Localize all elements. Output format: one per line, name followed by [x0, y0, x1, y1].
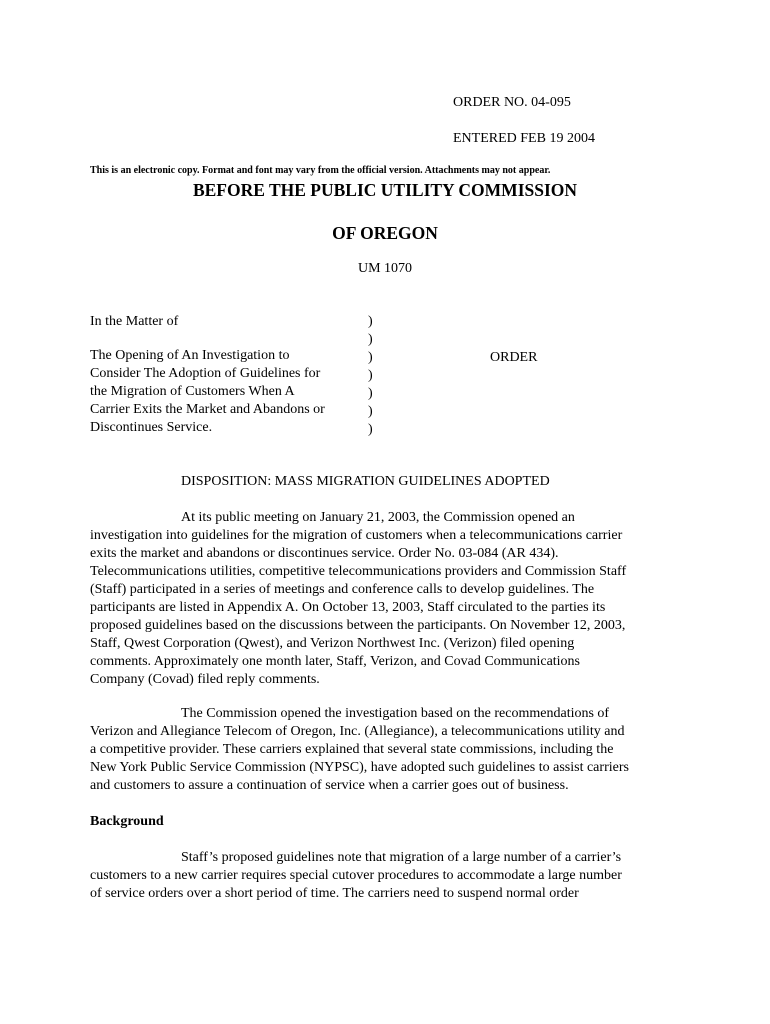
caption-line: Discontinues Service.	[90, 420, 213, 435]
paragraph-3	[90, 849, 682, 903]
section-heading-background: Background	[90, 814, 164, 829]
caption-paren: )	[368, 332, 373, 347]
paragraph-line: proposed guidelines based on the discussions between the participants. On November 12, 2003,	[90, 618, 626, 633]
disposition: DISPOSITION: MASS MIGRATION GUIDELINES ADOPTED	[181, 474, 550, 489]
paragraph-line: participants are listed in Appendix A. On October 13, 2003, Staff circulated to the parties its	[90, 600, 606, 615]
paragraph-line: Staff, Qwest Corporation (Qwest), and Verizon Northwest Inc. (Verizon) filed opening	[90, 636, 575, 651]
paragraph-line: Staff’s proposed guidelines note that migration of a large number of a carrier’s	[181, 850, 622, 865]
paragraph-line: The Commission opened the investigation based on the recommendations of	[181, 706, 610, 721]
caption-paren: )	[368, 314, 373, 329]
caption-parentheses	[368, 313, 373, 439]
caption-line: The Opening of An Investigation to	[90, 348, 290, 363]
paragraph-line: exits the market and abandons or discontinues service. Order No. 03-084 (AR 434).	[90, 546, 559, 561]
entered-date: ENTERED FEB 19 2004	[453, 131, 595, 146]
paragraph-2	[90, 705, 682, 795]
caption-paren: )	[368, 422, 373, 437]
paragraph-line: At its public meeting on January 21, 2003, the Commission opened an	[181, 510, 575, 525]
state-heading: OF OREGON	[332, 223, 438, 243]
caption-matter: In the Matter of	[90, 314, 179, 329]
paragraph-1	[90, 509, 682, 689]
paragraph-line: Company (Covad) filed reply comments.	[90, 672, 320, 687]
caption-line: Consider The Adoption of Guidelines for	[90, 366, 321, 381]
paragraph-line: Telecommunications utilities, competitive telecommunications providers and Commission Staff	[90, 564, 627, 579]
paragraph-line: investigation into guidelines for the migration of customers when a telecommunications carrier	[90, 528, 623, 543]
paragraph-line: New York Public Service Commission (NYPSC), have adopted such guidelines to assist carriers	[90, 760, 629, 775]
paragraph-line: Verizon and Allegiance Telecom of Oregon, Inc. (Allegiance), a telecommunications utility and	[90, 724, 625, 739]
caption-paren: )	[368, 386, 373, 401]
docket-number: UM 1070	[357, 261, 413, 276]
paragraph-line: and customers to assure a continuation of service when a carrier goes out of business.	[90, 778, 569, 793]
caption-line: the Migration of Customers When A	[90, 384, 295, 399]
caption-description	[90, 347, 360, 437]
electronic-copy-notice: This is an electronic copy. Format and font may vary from the official version. Attachments may not appear.	[90, 165, 551, 176]
paragraph-line: comments. Approximately one month later, Staff, Verizon, and Covad Communications	[90, 654, 581, 669]
paragraph-line: of service orders over a short period of time. The carriers need to suspend normal order	[90, 886, 579, 901]
order-number: ORDER NO. 04-095	[453, 95, 571, 110]
paragraph-line: (Staff) participated in a series of meetings and conference calls to develop guidelines. The	[90, 582, 595, 597]
order-label: ORDER	[490, 350, 538, 365]
caption-paren: )	[368, 368, 373, 383]
caption-paren: )	[368, 350, 373, 365]
paragraph-line: a competitive provider. These carriers explained that several state commissions, including the	[90, 742, 614, 757]
caption-paren: )	[368, 404, 373, 419]
paragraph-line: customers to a new carrier requires special cutover procedures to accommodate a large number	[90, 868, 622, 883]
caption-line: Carrier Exits the Market and Abandons or	[90, 402, 325, 417]
commission-heading: BEFORE THE PUBLIC UTILITY COMMISSION	[192, 180, 578, 200]
